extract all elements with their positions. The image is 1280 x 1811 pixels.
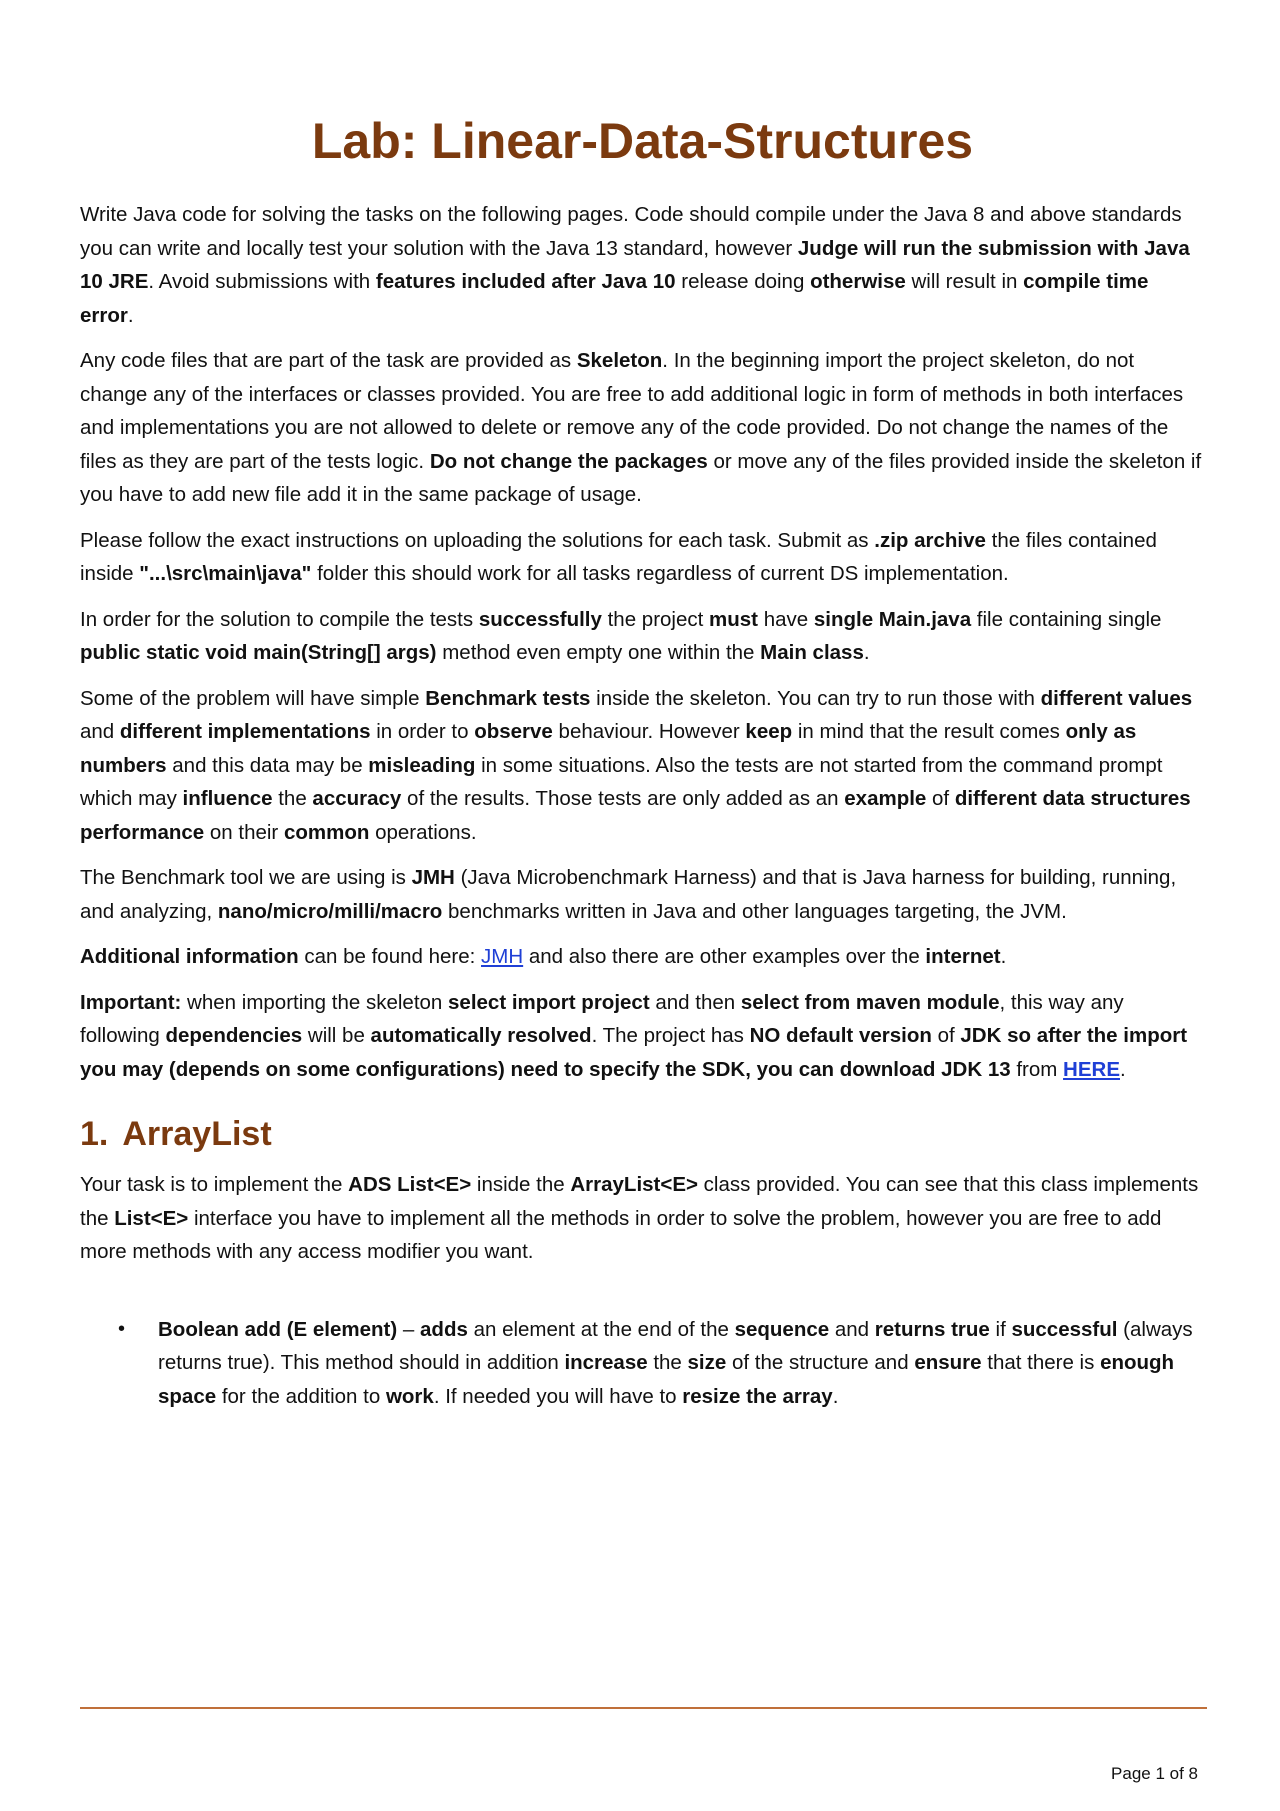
intro-paragraphs (80, 198, 1205, 1086)
bold-text: select from maven module (740, 990, 1000, 1014)
text-run: . (1000, 945, 1007, 968)
bold-text: features included after Java 10 (375, 270, 676, 293)
paragraph (80, 682, 1205, 850)
bold-text: adds (420, 1317, 468, 1341)
bold-text: JDK so after the import you may (depends on some configurations) need to specify the SDK, you can download JDK 13 (80, 1024, 1188, 1081)
bold-text: different implementations (119, 720, 371, 743)
text-run: in mind that the result comes (792, 720, 1066, 743)
text-run: that there is (981, 1351, 1101, 1374)
text-run: Any code files that are part of the task are provided as (80, 349, 577, 372)
bold-text: keep (745, 720, 793, 743)
text-run: and this data may be (166, 753, 369, 777)
bullet-icon: • (118, 1317, 126, 1340)
paragraph (80, 940, 1205, 974)
list-item (80, 1313, 1205, 1414)
text-run: and (80, 720, 120, 743)
bold-text: Important: (80, 990, 182, 1014)
bold-text: Boolean add (E element) (158, 1317, 398, 1341)
paragraph (80, 603, 1205, 670)
section-heading (80, 1112, 1205, 1156)
text-run: of the structure and (726, 1351, 915, 1374)
text-run: Some of the problem will have simple (80, 686, 426, 710)
bold-text: public static void main(String[] args) (80, 641, 437, 664)
text-run: In order for the solution to compile the tests (80, 607, 479, 631)
bold-text: sequence (734, 1317, 830, 1341)
text-run: the files contained inside (80, 528, 1157, 585)
bold-text: dependencies (165, 1024, 303, 1047)
text-run: have (758, 607, 814, 631)
text-run: inside the (471, 1173, 571, 1196)
text-run: if (989, 1317, 1012, 1341)
text-run: will result in (905, 270, 1024, 293)
text-run: operations. (369, 820, 477, 844)
text-run: of (931, 1024, 961, 1047)
bold-text: misleading (368, 753, 476, 777)
section-title: ArrayList (122, 1115, 272, 1153)
text-run: the (647, 1351, 688, 1374)
text-run: – (397, 1317, 421, 1341)
hyperlink-here[interactable]: HERE (1063, 1057, 1120, 1081)
text-run: file containing single (971, 607, 1162, 631)
bold-text: must (709, 607, 759, 631)
text-run: can be found here: (298, 945, 482, 968)
text-run: the project (601, 607, 710, 631)
text-run: and also there are other examples over the (523, 945, 926, 968)
bold-text: accuracy (312, 787, 402, 810)
text-run: . Avoid submissions with (148, 270, 376, 293)
section-number: 1. (80, 1115, 109, 1153)
text-run: class provided. You can see that this class implements the (80, 1173, 1199, 1230)
paragraph (80, 344, 1205, 512)
bold-text: different values (1040, 686, 1193, 710)
bold-text: compile time error (80, 270, 1149, 327)
bold-text: ADS List<E> (348, 1173, 472, 1196)
text-run: (Java Microbenchmark Harness) and that is Java harness for building, running, and analyzing, (80, 866, 1177, 923)
bold-text: nano/micro/milli/macro (217, 899, 443, 923)
page-title: Lab: Linear-Data-Structures (311, 113, 974, 169)
paragraph (80, 986, 1205, 1087)
bold-text: Skeleton (576, 349, 663, 372)
bold-text: work (385, 1384, 434, 1408)
bold-text: single Main.java (813, 607, 972, 631)
document-page (80, 0, 1205, 1811)
bold-text: .zip archive (874, 528, 986, 552)
bold-text: Main class (760, 641, 864, 664)
page-number: Page 1 of 8 (1111, 1764, 1198, 1783)
bold-text: Do not change the packages (429, 449, 708, 473)
bold-text: influence (182, 787, 273, 810)
text-run: an element at the end of the (467, 1317, 735, 1341)
bold-text: only as numbers (80, 720, 1137, 777)
bold-text: "...\src\main\java" (139, 562, 312, 585)
section-intro-paragraph (80, 1168, 1205, 1269)
bold-text: JMH (411, 866, 455, 889)
bold-text: NO default version (749, 1024, 932, 1047)
paragraph (80, 198, 1205, 332)
text-run: (always returns true). This method should in addition (158, 1317, 1193, 1374)
bold-text: Benchmark tests (425, 686, 591, 710)
method-list (80, 1313, 1205, 1414)
text-run: benchmarks written in Java and other languages targeting, the JVM. (442, 899, 1067, 923)
document-body (80, 198, 1205, 1413)
bold-text: ArrayList<E> (570, 1173, 698, 1196)
bold-text: enough space (158, 1351, 1175, 1408)
text-run: . (1120, 1057, 1126, 1081)
hyperlink-jmh[interactable]: JMH (481, 945, 524, 968)
text-run: . (863, 641, 870, 664)
text-run: . In the beginning import the project skeleton, do not change any of the interfaces or classes provided. You are free to add additional logic in form of methods in both interfaces and implementations you are not allowed to delete or remove any of the code provided. Do not change the names of the files as they are part of the tests logic. (80, 349, 1184, 473)
paragraph (80, 861, 1205, 928)
bold-text: select import project (448, 990, 650, 1014)
text-run: or move any of the files provided inside the skeleton if you have to add new file add it in the same package of usage. (80, 449, 1202, 506)
text-run: Your task is to implement the (80, 1173, 349, 1196)
text-run: Please follow the exact instructions on uploading the solutions for each task. Submit as (80, 528, 875, 552)
text-run: of the results. Those tests are only added as an (401, 787, 845, 810)
text-run: release doing (675, 270, 811, 293)
text-run: from (1010, 1057, 1064, 1081)
bold-text: List<E> (114, 1206, 189, 1230)
text-run: in some situations. Also the tests are not started from the command prompt which may (80, 753, 1163, 810)
text-run: and (829, 1317, 875, 1341)
text-run: . The project has (591, 1024, 750, 1047)
text-run: folder this should work for all tasks regardless of current DS implementation. (311, 562, 1009, 585)
text-run: . (832, 1384, 839, 1408)
bold-text: successfully (478, 607, 602, 631)
bold-text: internet (925, 945, 1001, 968)
text-run: . (127, 303, 134, 327)
text-run: on their (204, 820, 284, 844)
footer-divider (80, 1707, 1207, 1709)
bold-text: otherwise (810, 270, 906, 293)
bold-text: different data structures performance (80, 787, 1191, 844)
paragraph (80, 524, 1205, 591)
bold-text: example (844, 787, 927, 810)
text-run: in order to (370, 720, 475, 743)
bold-text: observe (474, 720, 553, 743)
text-run: interface you have to implement all the methods in order to solve the problem, however you are free to add more methods with any access modifier you want. (80, 1206, 1162, 1263)
text-run: behaviour. However (552, 720, 746, 743)
text-run: when importing the skeleton (181, 990, 449, 1014)
bold-text: size (687, 1351, 727, 1374)
bold-text: resize the array (682, 1384, 833, 1408)
text-run: inside the skeleton. You can try to run those with (590, 686, 1041, 710)
text-run: . If needed you will have to (433, 1384, 683, 1408)
text-run: of (926, 787, 955, 810)
bold-text: ensure (914, 1351, 982, 1374)
bold-text: Judge will run the submission with Java 10 JRE (80, 236, 1190, 293)
text-run: will be (302, 1024, 371, 1047)
text-run: for the addition to (216, 1384, 386, 1408)
bold-text: automatically resolved (370, 1024, 592, 1047)
bold-text: increase (564, 1351, 648, 1374)
bold-text: common (283, 820, 370, 844)
text-run: Write Java code for solving the tasks on the following pages. Code should compile under the Java 8 and above standards you can write and locally test your solution with the Java 13 standard, however (80, 203, 1182, 260)
text-run: the (272, 787, 313, 810)
bold-text: Additional information (80, 945, 299, 968)
bold-text: returns true (874, 1317, 990, 1341)
text-run: The Benchmark tool we are using is (80, 866, 412, 889)
text-run: , this way any following (80, 990, 1124, 1047)
bold-text: successful (1011, 1317, 1118, 1341)
text-run: method even empty one within the (436, 641, 761, 664)
text-run: and then (649, 990, 741, 1014)
